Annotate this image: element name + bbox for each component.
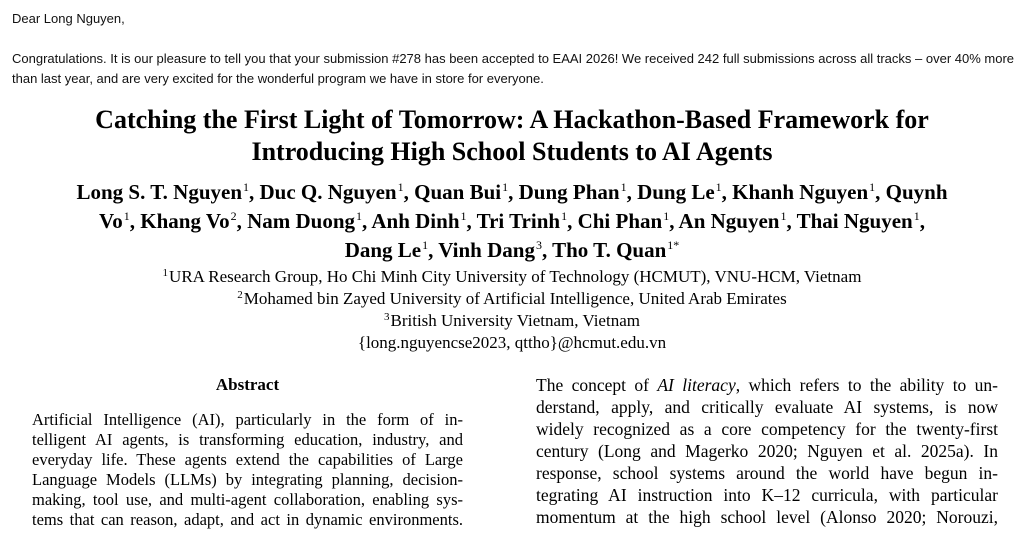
abstract-heading: Abstract — [215, 375, 280, 394]
author-separator: , — [721, 180, 733, 204]
author-separator: , — [466, 209, 477, 233]
author-affiliation-marker: 1 — [913, 209, 920, 223]
paper-title — [0, 104, 1024, 168]
author — [679, 209, 797, 233]
author — [797, 209, 925, 233]
author-name: Khang Vo — [140, 209, 230, 233]
author-name: Tri Trinh — [476, 209, 561, 233]
author-affiliation-marker: 1 — [422, 238, 429, 252]
introduction-section — [536, 374, 998, 528]
author-name: Quan Bui — [414, 180, 502, 204]
author — [637, 180, 732, 204]
affiliation-1 — [0, 266, 1024, 288]
intro-line: response, school systems around the world have begun in- — [536, 463, 998, 483]
author-affiliation-marker: 1 — [620, 180, 627, 194]
author-affiliation-marker: 1 — [561, 209, 568, 223]
affiliation-text: URA Research Group, Ho Chi Minh City University of Technology (HCMUT), VNU-HCM, Vietnam — [169, 267, 862, 286]
author-separator: , — [919, 209, 925, 233]
affiliation-2 — [0, 288, 1024, 310]
author-line — [0, 207, 1024, 236]
author-separator: , — [129, 209, 141, 233]
author-affiliation-marker: 1 — [780, 209, 787, 223]
author-affiliation-marker: 1 — [123, 209, 130, 223]
abstract-line: telligent AI agents, is transforming education, industry, and — [32, 430, 463, 449]
intro-suffix: , which refers to the ability to un- — [735, 375, 999, 395]
author-name: Tho T. Quan — [552, 238, 667, 262]
author — [438, 238, 552, 262]
author-separator: , — [786, 209, 797, 233]
author-separator: , — [875, 180, 886, 204]
author-name: Thai Nguyen — [796, 209, 913, 233]
author — [578, 209, 679, 233]
email-greeting: Dear Long Nguyen, — [12, 11, 125, 26]
author — [76, 180, 259, 204]
author-separator: , — [626, 180, 638, 204]
abstract-line: tems that can reason, adapt, and act in dynamic environments. — [32, 510, 463, 529]
author-separator: , — [541, 238, 553, 262]
author-affiliation-marker: 1 — [869, 180, 876, 194]
author-name: Dang Le — [344, 238, 422, 262]
author — [140, 209, 247, 233]
contact-emails: {long.nguyencse2023, qttho}@hcmut.edu.vn — [357, 333, 667, 352]
intro-line: momentum at the high school level (Alonso 2020; Norouzi, — [536, 507, 998, 527]
affiliation-text: Mohamed bin Zayed University of Artificial Intelligence, United Arab Emirates — [243, 289, 787, 308]
author-separator: , — [236, 209, 248, 233]
ai-literacy-term: AI literacy — [657, 375, 736, 395]
author-affiliation-marker: 1 — [502, 180, 509, 194]
intro-line — [536, 374, 998, 396]
author-name: Anh Dinh — [371, 209, 460, 233]
author-name: Dung Phan — [518, 180, 620, 204]
author-name: Dung Le — [637, 180, 715, 204]
author-affiliation-marker: 1* — [667, 238, 680, 252]
author-separator: , — [403, 180, 415, 204]
author-line — [0, 236, 1024, 265]
affiliation-marker: 3 — [384, 311, 390, 323]
author-name: Long S. T. Nguyen — [76, 180, 243, 204]
abstract-line: Artificial Intelligence (AI), particularly in the form of in- — [32, 410, 463, 429]
author-name: Quynh — [885, 180, 948, 204]
affiliation-marker: 1 — [162, 267, 169, 279]
author — [732, 180, 885, 204]
abstract-line: everyday life. These agents extend the capabilities of Large — [32, 450, 463, 469]
email-congratulations-text: Congratulations. It is our pleasure to tell you that your submission #278 has been accepted to EAAI 2026! We received 242 full submissions across all tracks – over 40% more than last year, and are very excited for the wonderful program we have in store for everyone. — [12, 51, 1015, 86]
author — [519, 180, 637, 204]
intro-line: century (Long and Magerko 2020; Nguyen et al. 2025a). In — [536, 441, 998, 461]
author — [247, 209, 371, 233]
author-affiliation-marker: 3 — [535, 238, 542, 252]
paper-title-line: Introducing High School Students to AI Agents — [251, 137, 773, 166]
author-affiliation-marker: 1 — [663, 209, 670, 223]
affiliation-list — [0, 266, 1024, 354]
abstract-section — [32, 374, 463, 530]
author-separator: , — [428, 238, 439, 262]
author-affiliation-marker: 1 — [715, 180, 722, 194]
author-line — [0, 178, 1024, 207]
author-separator: , — [508, 180, 519, 204]
affiliation-3 — [0, 310, 1024, 332]
abstract-line: Language Models (LLMs) by integrating planning, decision- — [32, 470, 463, 489]
author-name: Khanh Nguyen — [732, 180, 869, 204]
author-affiliation-marker: 1 — [460, 209, 467, 223]
intro-line: widely recognized as a core competency for the twenty-first — [536, 419, 998, 439]
author-name: Vinh Dang — [438, 238, 535, 262]
affiliation-text: British University Vietnam, Vietnam — [390, 311, 640, 330]
author-separator: , — [362, 209, 372, 233]
author-name: Chi Phan — [577, 209, 663, 233]
author — [886, 180, 948, 204]
intro-prefix: The concept of — [536, 375, 658, 395]
author-affiliation-marker: 2 — [230, 209, 237, 223]
author-affiliation-marker: 1 — [397, 180, 404, 194]
author — [371, 209, 476, 233]
author — [552, 238, 679, 262]
intro-line: derstand, apply, and critically evaluate AI systems, is now — [536, 397, 998, 417]
paper-title-line: Catching the First Light of Tomorrow: A Hackathon-Based Framework for — [95, 105, 929, 134]
author-affiliation-marker: 1 — [243, 180, 250, 194]
author-name: Nam Duong — [247, 209, 356, 233]
author — [99, 209, 140, 233]
author-list — [0, 178, 1024, 265]
author — [260, 180, 415, 204]
author-name: An Nguyen — [678, 209, 780, 233]
author-separator: , — [567, 209, 578, 233]
author-name: Vo — [99, 209, 123, 233]
intro-line: tegrating AI instruction into K–12 curricula, with particular — [536, 485, 998, 505]
author — [345, 238, 439, 262]
abstract-line: making, tool use, and multi-agent collaboration, enabling sys- — [32, 490, 463, 509]
author-separator: , — [249, 180, 260, 204]
author — [414, 180, 518, 204]
affiliation-marker: 2 — [237, 289, 243, 301]
author-affiliation-marker: 1 — [356, 209, 363, 223]
author-name: Duc Q. Nguyen — [259, 180, 397, 204]
author-separator: , — [669, 209, 679, 233]
author — [477, 209, 578, 233]
